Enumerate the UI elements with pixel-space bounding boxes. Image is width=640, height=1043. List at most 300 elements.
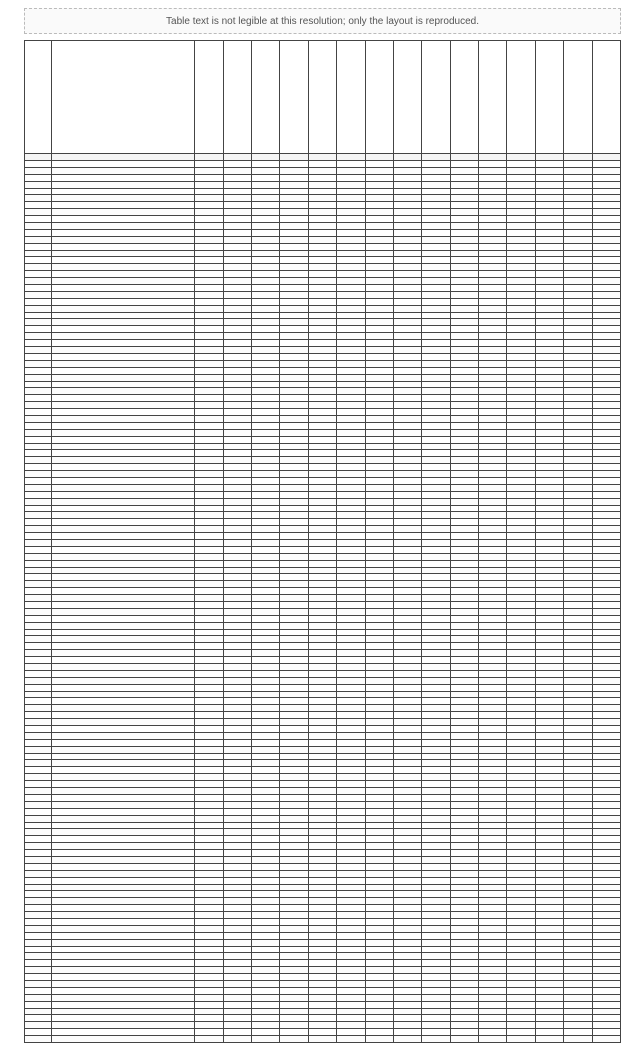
- table-cell: [365, 939, 393, 946]
- table-cell: [280, 436, 308, 443]
- table-cell: [507, 471, 535, 478]
- table-cell: [393, 863, 421, 870]
- table-cell: [280, 629, 308, 636]
- table-cell: [592, 974, 620, 981]
- table-cell: [535, 870, 563, 877]
- table-cell: [564, 932, 592, 939]
- table-cell: [337, 188, 365, 195]
- table-cell: [223, 209, 251, 216]
- table-cell: [393, 815, 421, 822]
- table-cell: [195, 340, 223, 347]
- table-cell: [365, 856, 393, 863]
- table-cell: [252, 939, 280, 946]
- table-cell: [195, 1015, 223, 1022]
- table-cell: [365, 732, 393, 739]
- table-cell: [365, 450, 393, 457]
- table-cell: [393, 877, 421, 884]
- table-cell: [535, 808, 563, 815]
- table-cell: [52, 512, 195, 519]
- table-cell: [365, 567, 393, 574]
- table-cell: [195, 863, 223, 870]
- table-cell: [223, 298, 251, 305]
- table-cell: [25, 574, 52, 581]
- table-cell: [337, 974, 365, 981]
- table-cell: [507, 202, 535, 209]
- table-cell: [52, 202, 195, 209]
- table-row: [25, 967, 621, 974]
- table-cell: [280, 546, 308, 553]
- table-cell: [337, 422, 365, 429]
- table-cell: [450, 581, 478, 588]
- table-cell: [280, 602, 308, 609]
- table-cell: [393, 271, 421, 278]
- table-cell: [507, 154, 535, 161]
- table-cell: [422, 602, 450, 609]
- table-cell: [592, 546, 620, 553]
- table-cell: [252, 650, 280, 657]
- table-cell: [223, 974, 251, 981]
- table-cell: [479, 395, 507, 402]
- table-cell: [280, 353, 308, 360]
- table-cell: [507, 808, 535, 815]
- table-cell: [52, 533, 195, 540]
- table-cell: [592, 161, 620, 168]
- table-cell: [308, 422, 336, 429]
- table-cell: [507, 402, 535, 409]
- table-cell: [25, 471, 52, 478]
- table-cell: [422, 360, 450, 367]
- table-cell: [507, 946, 535, 953]
- table-cell: [195, 395, 223, 402]
- table-cell: [422, 539, 450, 546]
- table-cell: [308, 732, 336, 739]
- table-cell: [535, 898, 563, 905]
- table-cell: [479, 987, 507, 994]
- table-cell: [450, 932, 478, 939]
- table-cell: [592, 574, 620, 581]
- table-cell: [535, 285, 563, 292]
- table-cell: [195, 719, 223, 726]
- table-cell: [223, 498, 251, 505]
- table-cell: [308, 953, 336, 960]
- table-cell: [252, 319, 280, 326]
- column-number-row: [25, 154, 621, 161]
- table-cell: [592, 863, 620, 870]
- table-cell: [479, 643, 507, 650]
- table-cell: [252, 229, 280, 236]
- table-cell: [195, 643, 223, 650]
- table-cell: [450, 960, 478, 967]
- table-cell: [564, 815, 592, 822]
- table-cell: [308, 670, 336, 677]
- table-cell: [223, 760, 251, 767]
- table-cell: [195, 381, 223, 388]
- table-cell: [507, 553, 535, 560]
- table-cell: [564, 1029, 592, 1036]
- table-cell: [52, 347, 195, 354]
- table-cell: [195, 664, 223, 671]
- table-cell: [450, 987, 478, 994]
- table-cell: [507, 657, 535, 664]
- table-cell: [479, 209, 507, 216]
- table-cell: [393, 980, 421, 987]
- table-cell: [507, 477, 535, 484]
- table-cell: [592, 608, 620, 615]
- table-cell: [450, 918, 478, 925]
- table-cell: [422, 629, 450, 636]
- table-cell: [280, 484, 308, 491]
- table-cell: [393, 643, 421, 650]
- table-cell: [52, 285, 195, 292]
- table-cell: [252, 808, 280, 815]
- table-cell: [564, 863, 592, 870]
- table-cell: [25, 898, 52, 905]
- table-cell: [52, 278, 195, 285]
- table-cell: [479, 850, 507, 857]
- table-cell: [592, 167, 620, 174]
- table-cell: [337, 581, 365, 588]
- table-cell: [507, 691, 535, 698]
- table-cell: [422, 519, 450, 526]
- table-cell: [479, 967, 507, 974]
- table-cell: [592, 243, 620, 250]
- table-cell: [479, 236, 507, 243]
- table-cell: [252, 202, 280, 209]
- table-cell: [564, 464, 592, 471]
- table-cell: [564, 312, 592, 319]
- table-cell: [479, 602, 507, 609]
- table-cell: [507, 298, 535, 305]
- table-cell: [592, 760, 620, 767]
- table-cell: [223, 691, 251, 698]
- table-cell: [365, 863, 393, 870]
- table-cell: [393, 932, 421, 939]
- table-cell: [223, 712, 251, 719]
- table-cell: [280, 822, 308, 829]
- table-cell: [365, 953, 393, 960]
- table-cell: [393, 457, 421, 464]
- table-cell: [52, 1008, 195, 1015]
- table-cell: [507, 512, 535, 519]
- table-cell: [393, 443, 421, 450]
- table-cell: [337, 526, 365, 533]
- table-cell: [479, 595, 507, 602]
- table-cell: [195, 388, 223, 395]
- table-cell: [52, 794, 195, 801]
- table-cell: [280, 925, 308, 932]
- table-row: [25, 436, 621, 443]
- table-cell: [337, 505, 365, 512]
- table-cell: [592, 967, 620, 974]
- table-cell: [25, 353, 52, 360]
- table-cell: [252, 643, 280, 650]
- table-cell: [337, 670, 365, 677]
- table-cell: [564, 801, 592, 808]
- table-cell: [365, 726, 393, 733]
- table-cell: [308, 843, 336, 850]
- table-cell: [52, 739, 195, 746]
- table-cell: [535, 815, 563, 822]
- table-cell: [25, 615, 52, 622]
- table-row: [25, 533, 621, 540]
- table-cell: [252, 312, 280, 319]
- table-cell: [252, 278, 280, 285]
- table-cell: [308, 477, 336, 484]
- table-cell: [592, 347, 620, 354]
- table-cell: [252, 670, 280, 677]
- table-cell: [195, 298, 223, 305]
- table-cell: [52, 167, 195, 174]
- table-cell: [393, 312, 421, 319]
- table-cell: [507, 664, 535, 671]
- table-cell: [365, 843, 393, 850]
- table-cell: [365, 181, 393, 188]
- table-cell: [507, 1015, 535, 1022]
- table-cell: [564, 477, 592, 484]
- table-cell: [422, 836, 450, 843]
- table-cell: [280, 987, 308, 994]
- table-cell: [450, 381, 478, 388]
- table-cell: [393, 781, 421, 788]
- table-cell: [223, 650, 251, 657]
- table-cell: [337, 822, 365, 829]
- table-cell: [52, 291, 195, 298]
- table-row: [25, 788, 621, 795]
- table-cell: [252, 560, 280, 567]
- table-cell: [422, 567, 450, 574]
- table-row: [25, 891, 621, 898]
- table-cell: [25, 367, 52, 374]
- table-cell: [337, 622, 365, 629]
- table-cell: [280, 167, 308, 174]
- table-cell: [422, 546, 450, 553]
- table-cell: [535, 863, 563, 870]
- table-cell: [280, 946, 308, 953]
- table-cell: [535, 657, 563, 664]
- table-cell: [25, 477, 52, 484]
- table-cell: [393, 567, 421, 574]
- table-cell: [422, 257, 450, 264]
- table-cell: [223, 801, 251, 808]
- table-cell: [195, 167, 223, 174]
- table-cell: [337, 367, 365, 374]
- table-cell: [564, 898, 592, 905]
- table-cell: [365, 877, 393, 884]
- table-cell: [252, 333, 280, 340]
- table-cell: [337, 753, 365, 760]
- table-row: [25, 443, 621, 450]
- table-cell: [195, 822, 223, 829]
- table-cell: [365, 512, 393, 519]
- table-row: [25, 326, 621, 333]
- table-cell: [365, 188, 393, 195]
- table-cell: [592, 484, 620, 491]
- table-cell: [450, 719, 478, 726]
- table-cell: [280, 491, 308, 498]
- table-cell: [564, 409, 592, 416]
- table-cell: [280, 278, 308, 285]
- table-cell: [422, 918, 450, 925]
- table-cell: [195, 815, 223, 822]
- table-cell: [479, 505, 507, 512]
- table-cell: [223, 188, 251, 195]
- table-cell: [479, 174, 507, 181]
- table-cell: [52, 684, 195, 691]
- table-cell: [280, 298, 308, 305]
- table-cell: [337, 443, 365, 450]
- table-cell: [223, 1001, 251, 1008]
- table-cell: [535, 443, 563, 450]
- table-cell: [308, 698, 336, 705]
- table-cell: [25, 278, 52, 285]
- table-cell: [223, 960, 251, 967]
- table-cell: [195, 698, 223, 705]
- table-cell: [393, 174, 421, 181]
- table-cell: [337, 402, 365, 409]
- table-cell: [223, 257, 251, 264]
- table-cell: [535, 946, 563, 953]
- table-cell: [52, 464, 195, 471]
- table-cell: [479, 457, 507, 464]
- table-cell: [535, 994, 563, 1001]
- table-cell: [252, 415, 280, 422]
- table-cell: [479, 278, 507, 285]
- table-cell: [479, 381, 507, 388]
- table-cell: [252, 746, 280, 753]
- table-cell: [365, 533, 393, 540]
- table-cell: [337, 340, 365, 347]
- table-cell: [195, 498, 223, 505]
- table-row: [25, 216, 621, 223]
- table-cell: [564, 326, 592, 333]
- table-cell: [479, 739, 507, 746]
- table-cell: [450, 374, 478, 381]
- table-row: [25, 553, 621, 560]
- table-cell: [393, 484, 421, 491]
- table-cell: [308, 684, 336, 691]
- table-cell: [252, 353, 280, 360]
- table-cell: [393, 650, 421, 657]
- table-cell: [280, 360, 308, 367]
- table-cell: [25, 402, 52, 409]
- table-cell: [422, 195, 450, 202]
- header-cell: [564, 41, 592, 154]
- table-cell: [337, 291, 365, 298]
- table-header: [25, 41, 621, 154]
- table-cell: [564, 912, 592, 919]
- table-cell: [592, 808, 620, 815]
- table-cell: [592, 229, 620, 236]
- table-cell: [393, 719, 421, 726]
- table-row: [25, 243, 621, 250]
- table-cell: [422, 856, 450, 863]
- table-cell: [535, 1036, 563, 1043]
- table-cell: [393, 953, 421, 960]
- table-cell: [450, 498, 478, 505]
- table-cell: [507, 1022, 535, 1029]
- table-cell: [479, 312, 507, 319]
- table-cell: [52, 484, 195, 491]
- table-cell: [280, 739, 308, 746]
- table-cell: [564, 608, 592, 615]
- table-cell: [393, 574, 421, 581]
- table-cell: [365, 553, 393, 560]
- table-cell: [252, 154, 280, 161]
- table-cell: [535, 560, 563, 567]
- table-cell: [393, 422, 421, 429]
- table-row: [25, 739, 621, 746]
- table-cell: [52, 705, 195, 712]
- table-cell: [479, 588, 507, 595]
- table-cell: [535, 588, 563, 595]
- table-cell: [507, 677, 535, 684]
- table-row: [25, 898, 621, 905]
- table-cell: [450, 312, 478, 319]
- table-cell: [592, 1022, 620, 1029]
- table-cell: [479, 912, 507, 919]
- table-cell: [592, 560, 620, 567]
- table-cell: [564, 974, 592, 981]
- table-cell: [365, 794, 393, 801]
- table-cell: [223, 905, 251, 912]
- table-cell: [195, 360, 223, 367]
- table-cell: [308, 236, 336, 243]
- table-cell: [422, 726, 450, 733]
- table-cell: [592, 250, 620, 257]
- table-cell: [252, 891, 280, 898]
- table-cell: [223, 615, 251, 622]
- table-cell: [564, 953, 592, 960]
- table-cell: [252, 1008, 280, 1015]
- table-cell: [393, 829, 421, 836]
- table-cell: [479, 319, 507, 326]
- table-cell: [535, 174, 563, 181]
- table-cell: [422, 188, 450, 195]
- table-cell: [25, 967, 52, 974]
- table-row: [25, 808, 621, 815]
- table-cell: [507, 409, 535, 416]
- table-cell: [564, 457, 592, 464]
- table-cell: [25, 829, 52, 836]
- table-cell: [450, 319, 478, 326]
- table-cell: [507, 767, 535, 774]
- table-row: [25, 202, 621, 209]
- table-cell: [422, 347, 450, 354]
- table-cell: [592, 898, 620, 905]
- table-cell: [223, 643, 251, 650]
- table-cell: [223, 174, 251, 181]
- table-cell: [365, 505, 393, 512]
- table-cell: [252, 533, 280, 540]
- table-cell: [422, 843, 450, 850]
- table-cell: [479, 980, 507, 987]
- table-cell: [195, 209, 223, 216]
- table-cell: [25, 202, 52, 209]
- table-cell: [393, 333, 421, 340]
- table-cell: [252, 850, 280, 857]
- table-cell: [479, 608, 507, 615]
- table-row: [25, 333, 621, 340]
- table-cell: [535, 760, 563, 767]
- table-cell: [564, 223, 592, 230]
- table-cell: [450, 340, 478, 347]
- table-cell: [592, 774, 620, 781]
- table-cell: [592, 788, 620, 795]
- table-cell: [280, 1029, 308, 1036]
- table-cell: [337, 891, 365, 898]
- table-cell: [535, 477, 563, 484]
- table-cell: [450, 884, 478, 891]
